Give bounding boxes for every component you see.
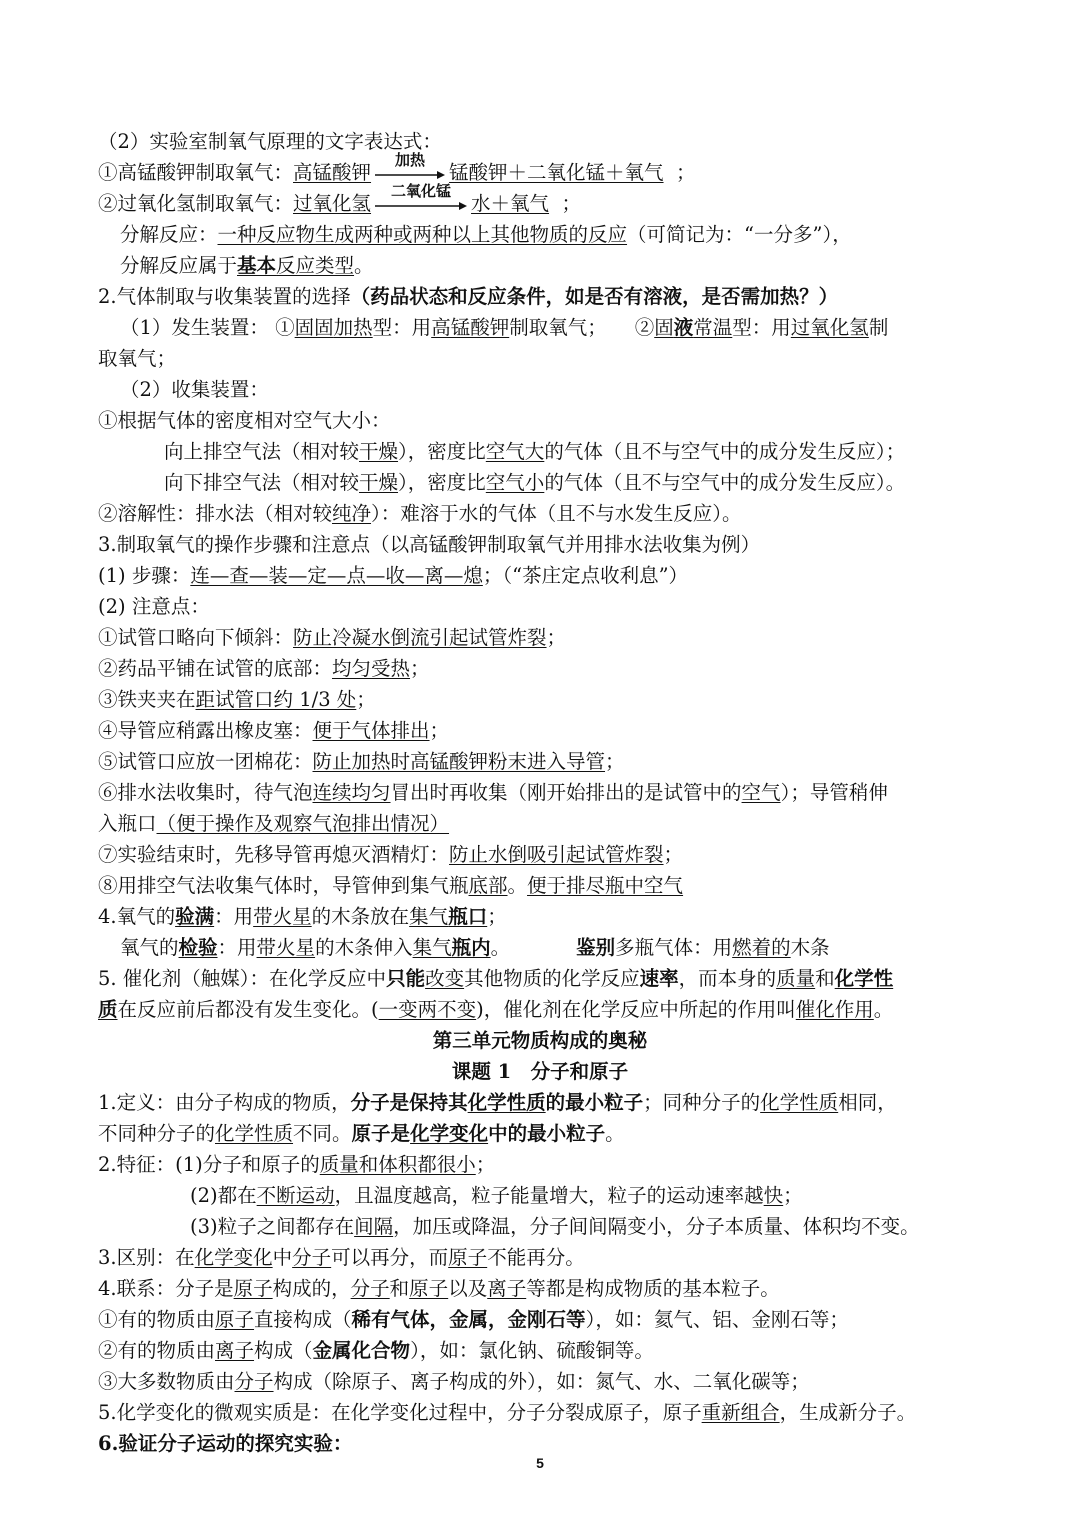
punct: ； bbox=[487, 905, 507, 928]
keyword: 化学变化 bbox=[410, 1122, 489, 1145]
section-heading bbox=[98, 529, 982, 560]
line-text: ），如：氦气、铝、金刚石等； bbox=[585, 1308, 849, 1331]
line-text: ：用 bbox=[217, 936, 257, 959]
keyword: 分子 bbox=[350, 1277, 390, 1300]
text-line bbox=[98, 808, 982, 839]
punct: ； bbox=[410, 657, 430, 680]
keyword: 反应类型 bbox=[276, 254, 355, 277]
text-line bbox=[98, 1149, 982, 1180]
keyword: 一变两不变 bbox=[378, 998, 477, 1021]
keyword: 纯净 bbox=[332, 502, 372, 525]
punct: ； bbox=[429, 719, 450, 742]
line-text: ，加压或降温，分子间间隔变小，分子本质量、体积均不变。 bbox=[393, 1215, 920, 1238]
keyword: 不断运动 bbox=[256, 1184, 335, 1207]
line-text: (2) 注意点： bbox=[98, 595, 210, 618]
keyword: 便于气体排出 bbox=[312, 719, 430, 742]
reaction-arrow bbox=[375, 182, 467, 219]
keyword: 检验 bbox=[178, 936, 218, 959]
line-text: ⑥排水法收集时，待气泡 bbox=[98, 781, 313, 804]
text-line bbox=[98, 746, 982, 777]
keyword: 固 bbox=[654, 316, 674, 339]
line-text: 型：用 bbox=[732, 316, 791, 339]
keyword: 干燥 bbox=[359, 440, 399, 463]
section-heading bbox=[98, 281, 982, 312]
line-text: 以及 bbox=[448, 1277, 488, 1300]
text-line bbox=[98, 1180, 982, 1211]
text-line bbox=[98, 932, 982, 963]
equation-potassium-permanganate bbox=[98, 151, 982, 188]
text-line bbox=[98, 622, 982, 653]
text-line bbox=[98, 901, 982, 932]
text-line bbox=[98, 250, 982, 281]
text-line bbox=[98, 1335, 982, 1366]
line-text: ），密度比 bbox=[398, 471, 486, 494]
keyword: 化学变化 bbox=[194, 1246, 273, 1269]
line-text: ①有的物质由 bbox=[98, 1308, 216, 1331]
keyword: 瓶内 bbox=[451, 936, 491, 959]
keyword: 质量和体积都很小 bbox=[319, 1153, 476, 1176]
text-line bbox=[98, 715, 982, 746]
line-text: ⑤试管口应放一团棉花： bbox=[98, 750, 313, 773]
line-text: 1.定义：由分子构成的物质， bbox=[98, 1091, 351, 1114]
line-text: ②药品平铺在试管的底部： bbox=[98, 657, 333, 680]
line-text: （1）发生装置： bbox=[120, 316, 269, 339]
line-text: 5. 催化剂（触媒）：在化学反应中 bbox=[98, 967, 387, 990]
line-text: ④导管应稍露出橡皮塞： bbox=[98, 719, 313, 742]
line-text: 4.联系：分子是 bbox=[98, 1277, 234, 1300]
punct: ； bbox=[356, 688, 376, 711]
keyword: （便于操作及观察气泡排出情况） bbox=[156, 812, 450, 835]
definition: 一种反应物生成两种或两种以上其他物质的反应 bbox=[217, 223, 628, 246]
keyword: 空气 bbox=[741, 781, 781, 804]
text-line bbox=[98, 591, 982, 622]
line-text: 氧气的 bbox=[120, 936, 179, 959]
line-text: 取氧气； bbox=[98, 347, 177, 370]
text-line bbox=[98, 1397, 982, 1428]
line-text: 向下排空气法（相对较 bbox=[164, 471, 360, 494]
keyword: 空气小 bbox=[485, 471, 545, 494]
punct: ； bbox=[546, 626, 567, 649]
text-line bbox=[98, 1087, 982, 1118]
keyword: 离子 bbox=[215, 1339, 255, 1362]
reaction-condition: 加热 bbox=[395, 151, 426, 169]
line-text: ；（“茶庄定点收利息”） bbox=[482, 564, 689, 587]
reactant: 过氧化氢 bbox=[293, 192, 372, 215]
line-text: ① bbox=[275, 316, 295, 339]
keyword: 防止加热时高锰酸钾粉末进入导管 bbox=[312, 750, 606, 773]
keyword: 高锰酸钾 bbox=[431, 316, 510, 339]
keyword: 化学性质 bbox=[467, 1091, 546, 1114]
arrow-icon bbox=[375, 170, 445, 180]
line-text: ），密度比 bbox=[398, 440, 486, 463]
keyword: 催化作用 bbox=[795, 998, 874, 1021]
line-text: （2）实验室制氧气原理的文字表达式： bbox=[98, 130, 442, 153]
punct: ； bbox=[783, 1184, 803, 1207]
line-text: ；同种分子的 bbox=[643, 1091, 761, 1114]
line-text: (2)都在 bbox=[190, 1184, 257, 1207]
keyword: 重新组合 bbox=[701, 1401, 780, 1424]
keyword: 常温 bbox=[693, 316, 733, 339]
line-text: （可简记为：“一分多”）， bbox=[627, 223, 852, 246]
line-text: 制 bbox=[868, 316, 889, 339]
line-text: ②过氧化氢制取氧气： bbox=[98, 192, 294, 215]
line-text: 型：用 bbox=[372, 316, 432, 339]
line-text: ，而本身的 bbox=[678, 967, 777, 990]
punct: 。 bbox=[354, 254, 374, 277]
punct: 。 bbox=[873, 998, 894, 1021]
keyword: 分子 bbox=[234, 1370, 274, 1393]
line-text: 2.特征：(1)分子和原子的 bbox=[98, 1153, 320, 1176]
line-text: ② bbox=[634, 316, 655, 339]
line-text: 和 bbox=[815, 967, 835, 990]
keyword: 化学性 bbox=[834, 967, 894, 990]
line-text: 和 bbox=[389, 1277, 410, 1300]
keyword: 便于排尽瓶中空气 bbox=[527, 874, 684, 897]
keyword: 分子 bbox=[292, 1246, 332, 1269]
keyword: 带火星 bbox=[256, 936, 316, 959]
line-text: 构成（除原子、离子构成的外），如：氮气、水、二氧化碳等； bbox=[273, 1370, 810, 1393]
line-text: )，催化剂在化学反应中所起的作用叫 bbox=[476, 998, 796, 1021]
keyword: 化学性质 bbox=[760, 1091, 839, 1114]
line-text: 4.氧气的 bbox=[98, 905, 176, 928]
line-text: ①根据气体的密度相对空气大小： bbox=[98, 409, 391, 432]
keyword: 离子 bbox=[487, 1277, 527, 1300]
keyword: 原子 bbox=[409, 1277, 449, 1300]
keyword: 均匀受热 bbox=[332, 657, 411, 680]
keyword: 原子 bbox=[233, 1277, 273, 1300]
text-line bbox=[98, 312, 982, 343]
text-line bbox=[98, 374, 982, 405]
keyword: 固固 bbox=[294, 316, 334, 339]
emphasis: 稀有气体，金属，金刚石等 bbox=[351, 1308, 586, 1331]
line-text: ⑦实验结束时，先移导管再熄灭酒精灯： bbox=[98, 843, 450, 866]
punct: ； bbox=[663, 843, 684, 866]
text-line bbox=[98, 498, 982, 529]
line-text: ，且温度越高，粒子能量增大，粒子的运动速率越 bbox=[334, 1184, 764, 1207]
line-text: 不同种分子的 bbox=[98, 1122, 216, 1145]
line-text: 等都是构成物质的基本粒子。 bbox=[526, 1277, 780, 1300]
lesson-title bbox=[98, 1056, 982, 1087]
keyword: 带火星 bbox=[253, 905, 312, 928]
line-text: 5.化学变化的微观实质是：在化学变化过程中，分子分裂成原子，原子 bbox=[98, 1401, 702, 1424]
text-line bbox=[98, 126, 982, 157]
equation-hydrogen-peroxide bbox=[98, 182, 982, 219]
line-text: ⑧用排空气法收集气体时，导管伸到集气瓶 bbox=[98, 874, 469, 897]
keyword: 干燥 bbox=[359, 471, 399, 494]
line-text: 的气体（且不与空气中的成分发生反应）； bbox=[544, 440, 906, 463]
keyword: 化学性质 bbox=[215, 1122, 294, 1145]
punct: 。 bbox=[605, 1122, 625, 1145]
line-text: ③铁夹夹在 bbox=[98, 688, 196, 711]
keyword: 速率 bbox=[639, 967, 679, 990]
emphasis: 原子是 bbox=[351, 1122, 411, 1145]
line-text: 可以再分，而 bbox=[331, 1246, 449, 1269]
line-text: ③大多数物质由 bbox=[98, 1370, 235, 1393]
text-line bbox=[98, 870, 982, 901]
keyword: 连续均匀 bbox=[312, 781, 391, 804]
emphasis: 的最小粒子 bbox=[545, 1091, 644, 1114]
keyword: 空气大 bbox=[485, 440, 545, 463]
heading-text: 课题 1 分子和原子 bbox=[451, 1060, 629, 1083]
keyword: 防止水倒吸引起试管炸裂 bbox=[449, 843, 664, 866]
keyword: 质 bbox=[98, 998, 118, 1021]
keyword: 快 bbox=[763, 1184, 784, 1207]
text-line bbox=[98, 1273, 982, 1304]
text-line bbox=[98, 343, 982, 374]
reactant: 高锰酸钾 bbox=[293, 161, 372, 184]
keyword: 只能 bbox=[386, 967, 426, 990]
line-text: (3)粒子之间都存在 bbox=[190, 1215, 355, 1238]
line-text: 向上排空气法（相对较 bbox=[164, 440, 360, 463]
punct: 。 bbox=[507, 874, 528, 897]
keyword: 验满 bbox=[175, 905, 215, 928]
line-text: 2.气体制取与收集装置的选择 bbox=[98, 285, 351, 308]
line-text: ）：难溶于水的气体（且不与水发生反应）。 bbox=[371, 502, 742, 525]
products: 锰酸钾＋二氧化锰＋氧气 bbox=[449, 161, 664, 184]
line-text: 入瓶口 bbox=[98, 812, 157, 835]
text-line bbox=[98, 560, 982, 591]
keyword: 防止冷凝水倒流引起试管炸裂 bbox=[293, 626, 547, 649]
line-text: 3.区别：在 bbox=[98, 1246, 195, 1269]
line-text: ），如：氯化钠、硫酸铜等。 bbox=[410, 1339, 654, 1362]
keyword: 连—查—装—定—点—收—离—熄 bbox=[190, 564, 483, 587]
line-text: 的木条放在 bbox=[311, 905, 410, 928]
products: 水＋氧气 bbox=[471, 192, 550, 215]
line-text: ①高锰酸钾制取氧气： bbox=[98, 161, 294, 184]
keyword: 原子 bbox=[448, 1246, 488, 1269]
line-text: 中 bbox=[272, 1246, 293, 1269]
line-text: 不能再分。 bbox=[487, 1246, 585, 1269]
line-text: 6.验证分子运动的探究实验： bbox=[98, 1432, 353, 1455]
keyword: 集气 bbox=[409, 905, 449, 928]
text-line bbox=[98, 653, 982, 684]
keyword: 瓶口 bbox=[448, 905, 488, 928]
heading-text: 第三单元物质构成的奥秘 bbox=[432, 1029, 648, 1052]
text-line bbox=[98, 1304, 982, 1335]
line-text: 的气体（且不与空气中的成分发生反应）。 bbox=[544, 471, 906, 494]
keyword: 基本 bbox=[237, 254, 277, 277]
keyword: 集气 bbox=[412, 936, 452, 959]
text-line bbox=[98, 1118, 982, 1149]
text-line bbox=[98, 839, 982, 870]
page-number: 5 bbox=[536, 1455, 544, 1471]
line-text: 的木条伸入 bbox=[315, 936, 413, 959]
text-line bbox=[98, 219, 982, 250]
text-line bbox=[98, 994, 982, 1025]
line-text: ②有的物质由 bbox=[98, 1339, 216, 1362]
text-line bbox=[98, 1366, 982, 1397]
emphasis: 金属化合物 bbox=[312, 1339, 411, 1362]
line-text: 其他物质的化学反应 bbox=[464, 967, 640, 990]
emphasis: 中的最小粒子 bbox=[488, 1122, 606, 1145]
punct: ； bbox=[675, 161, 696, 184]
text-line bbox=[98, 436, 982, 467]
line-text: 制取氧气； bbox=[509, 316, 607, 339]
punct: ； bbox=[475, 1153, 496, 1176]
keyword: 过氧化氢 bbox=[790, 316, 869, 339]
text-line bbox=[98, 684, 982, 715]
keyword: 鉴别 bbox=[576, 936, 616, 959]
keyword: 距试管口约 1/3 处 bbox=[195, 688, 357, 711]
line-text: (1) 步骤： bbox=[98, 564, 191, 587]
line-text: 直接构成（ bbox=[254, 1308, 352, 1331]
line-text: ，生成新分子。 bbox=[779, 1401, 917, 1424]
line-text: 木条 bbox=[790, 936, 830, 959]
unit-title bbox=[98, 1025, 982, 1056]
emphasis: （药品状态和反应条件，如是否有溶液，是否需加热？） bbox=[350, 285, 839, 308]
line-text: 不同。 bbox=[293, 1122, 352, 1145]
line-text: ①试管口略向下倾斜： bbox=[98, 626, 294, 649]
line-text: 3.制取氧气的操作步骤和注意点（以高锰酸钾制取氧气并用排水法收集为例） bbox=[98, 533, 761, 556]
punct: ； bbox=[605, 750, 625, 773]
text-line bbox=[98, 963, 982, 994]
keyword: 燃着的 bbox=[732, 936, 791, 959]
document-page bbox=[98, 126, 982, 1459]
line-text: 分解反应属于 bbox=[120, 254, 238, 277]
punct: 。 bbox=[490, 936, 511, 959]
keyword: 液 bbox=[673, 316, 694, 339]
line-text: 冒出时再收集（刚开始排出的是试管中的 bbox=[390, 781, 742, 804]
line-text: 相同， bbox=[838, 1091, 897, 1114]
punct: ； bbox=[561, 192, 581, 215]
keyword: 间隔 bbox=[354, 1215, 394, 1238]
reaction-condition: 二氧化锰 bbox=[391, 182, 452, 200]
keyword: 加热 bbox=[333, 316, 373, 339]
line-text: 多瓶气体：用 bbox=[615, 936, 733, 959]
text-line bbox=[98, 467, 982, 498]
line-text: ：用 bbox=[214, 905, 254, 928]
text-line bbox=[98, 1211, 982, 1242]
line-text: （2）收集装置： bbox=[120, 378, 269, 401]
text-line bbox=[98, 777, 982, 808]
keyword: 原子 bbox=[215, 1308, 255, 1331]
line-text: 构成（ bbox=[254, 1339, 313, 1362]
line-text: ）；导管稍伸 bbox=[780, 781, 888, 804]
keyword: 底部 bbox=[468, 874, 508, 897]
line-text: 在反应前后都没有发生变化。( bbox=[117, 998, 379, 1021]
keyword: 改变 bbox=[425, 967, 465, 990]
emphasis: 分子是保持其 bbox=[350, 1091, 468, 1114]
line-text: 构成的， bbox=[272, 1277, 351, 1300]
text-line bbox=[98, 405, 982, 436]
line-text: 分解反应： bbox=[120, 223, 218, 246]
keyword: 质量 bbox=[776, 967, 816, 990]
text-line bbox=[98, 1242, 982, 1273]
arrow-icon bbox=[375, 201, 467, 211]
line-text: ②溶解性：排水法（相对较 bbox=[98, 502, 333, 525]
